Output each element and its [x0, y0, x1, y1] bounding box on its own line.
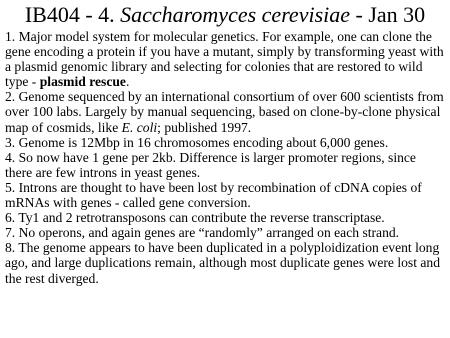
item-7: 7. No operons, and again genes are “randomly” arranged on each strand.	[5, 225, 400, 241]
slide-title	[0, 2, 450, 28]
item-1-end: .	[125, 74, 130, 90]
item-1-text: 1. Major model system for molecular genetics. For example, one can clone the gene encoding a protein if you have a mutant, simply by transforming yeast with a plasmid genomic library and selecting for colonies that are restored to wild type -	[5, 29, 444, 90]
item-2-text: 2. Genome sequenced by an international consortium of over 600 scientists from over 100 labs. Largely by manual sequencing, based on clone-by-clone physical map of cosmids, like	[5, 89, 444, 135]
item-1	[5, 29, 445, 89]
ecoli-term: E. coli	[121, 119, 158, 135]
title-organism: Saccharomyces cerevisiae	[120, 2, 351, 27]
plasmid-rescue-term: plasmid rescue	[39, 74, 126, 90]
item-6: 6. Ty1 and 2 retrotransposons can contribute the reverse transcriptase.	[5, 210, 385, 226]
title-prefix: IB404 - 4.	[24, 2, 121, 27]
title-suffix: - Jan 30	[350, 2, 426, 27]
item-8: 8. The genome appears to have been duplicated in a polyploidization event long ago, and large duplications remain, although most duplicate genes were lost and the rest diverged.	[5, 240, 441, 286]
item-2	[5, 89, 445, 134]
item-4: 4. So now have 1 gene per 2kb. Difference is larger promoter regions, since there are few introns in yeast genes.	[5, 149, 416, 180]
item-5: 5. Introns are thought to have been lost by recombination of cDNA copies of mRNAs with genes - called gene conversion.	[5, 179, 422, 211]
slide-body	[5, 29, 445, 286]
item-3: 3. Genome is 12Mbp in 16 chromosomes encoding about 6,000 genes.	[5, 134, 389, 150]
item-2-end: ; published 1997.	[157, 119, 252, 135]
